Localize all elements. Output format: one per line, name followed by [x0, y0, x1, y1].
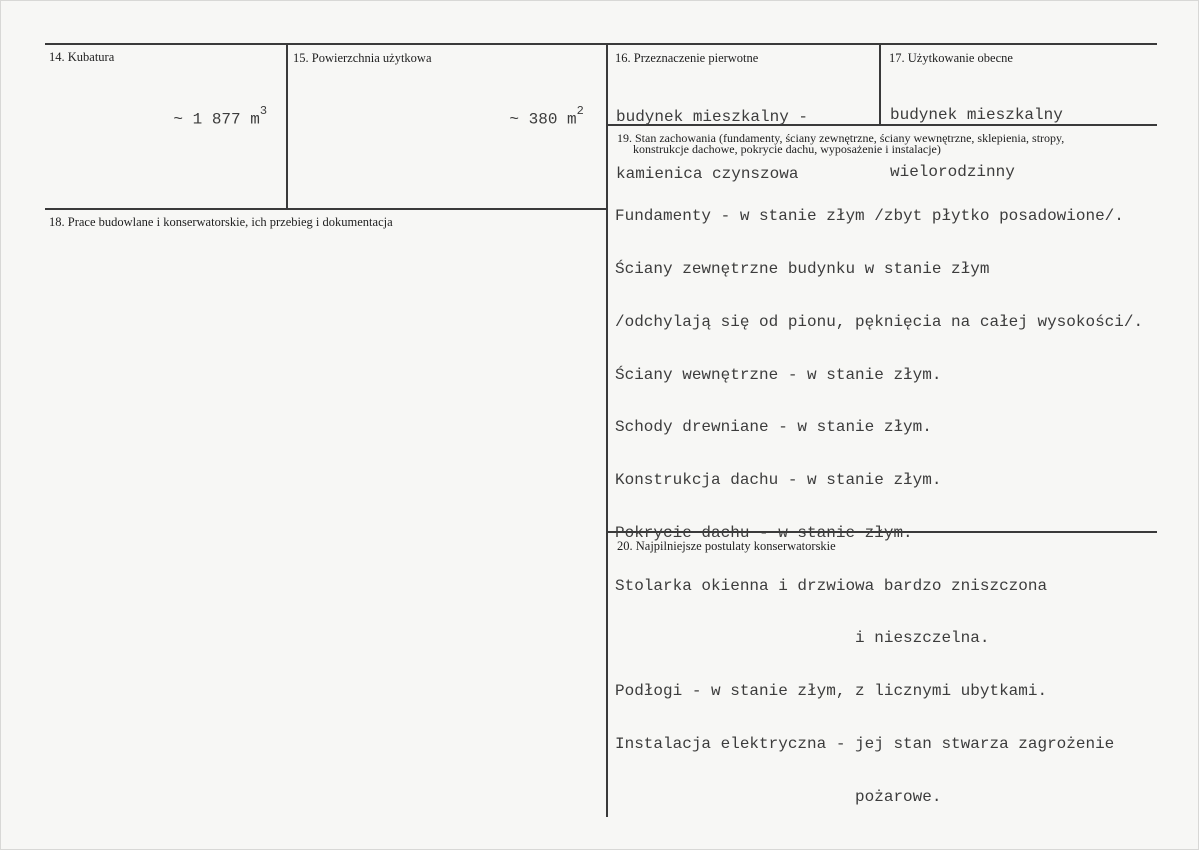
approx-sign: ~ — [173, 110, 184, 129]
condition-line: pożarowe. — [615, 787, 942, 806]
field-17-line: wielorodzinny — [890, 163, 1015, 181]
condition-line: Instalacja elektryczna - jej stan stwarza zagrożenie — [615, 735, 1115, 753]
field-19-label-line-2: konstrukcje dachowe, pokrycie dachu, wyposażenie i instalacje) — [633, 142, 941, 156]
condition-line: Fundamenty - w stanie złym /zbyt płytko posadowione/. — [615, 207, 1124, 226]
condition-line: Pokrycie dachu - w stanie złym. — [615, 523, 913, 542]
field-16-label: 16. Przeznaczenie pierwotne — [615, 51, 759, 65]
volume-value: 1 877 m — [192, 110, 260, 129]
condition-line: Podłogi - w stanie złym, z licznymi ubytkami. — [615, 682, 1048, 701]
condition-line: /odchylają się od pionu, pęknięcia na całej wysokości/. — [615, 312, 1144, 331]
approx-sign: ~ — [509, 110, 520, 129]
field-15-label: 15. Powierzchnia użytkowa — [293, 51, 432, 65]
field-20-label: 20. Najpilniejsze postulaty konserwatorskie — [617, 539, 836, 553]
area-exponent: 2 — [576, 104, 584, 118]
condition-line: Stolarka okienna i drzwiowa bardzo zniszczona — [615, 576, 1048, 595]
field-14-label: 14. Kubatura — [49, 50, 115, 64]
divider-14-15 — [286, 43, 288, 209]
condition-line: Ściany zewnętrzne budynku w stanie złym — [615, 259, 990, 278]
field-16-line: kamienica czynszowa — [616, 165, 799, 183]
top-rule-right — [607, 43, 1157, 45]
condition-line: Schody drewniane - w stanie złym. — [615, 418, 932, 437]
condition-line: Konstrukcja dachu - w stanie złym. — [615, 471, 942, 490]
divider-main-vertical — [606, 43, 608, 817]
field-18-label: 18. Prace budowlane i konserwatorskie, ich przebieg i dokumentacja — [49, 215, 393, 229]
condition-line: Ściany wewnętrzne - w stanie złym. — [615, 365, 942, 384]
field-16-line: budynek mieszkalny - — [616, 108, 809, 126]
field-19-label-line-1: 19. Stan zachowania (fundamenty, ściany zewnętrzne, ściany wewnętrzne, sklepienia, stropy, — [617, 131, 1065, 145]
condition-line: i nieszczelna. — [615, 629, 990, 648]
field-17-label: 17. Użytkowanie obecne — [889, 51, 1013, 65]
field-15-value — [471, 89, 584, 146]
field-17-line: budynek mieszkalny — [890, 106, 1063, 124]
area-value: 380 m — [528, 110, 577, 129]
top-rule-left — [45, 43, 607, 45]
field-19-value — [615, 173, 1143, 842]
rule-under-14-15 — [45, 208, 607, 210]
field-14-value — [135, 89, 267, 146]
divider-16-17 — [879, 43, 881, 125]
volume-exponent: 3 — [259, 104, 268, 118]
